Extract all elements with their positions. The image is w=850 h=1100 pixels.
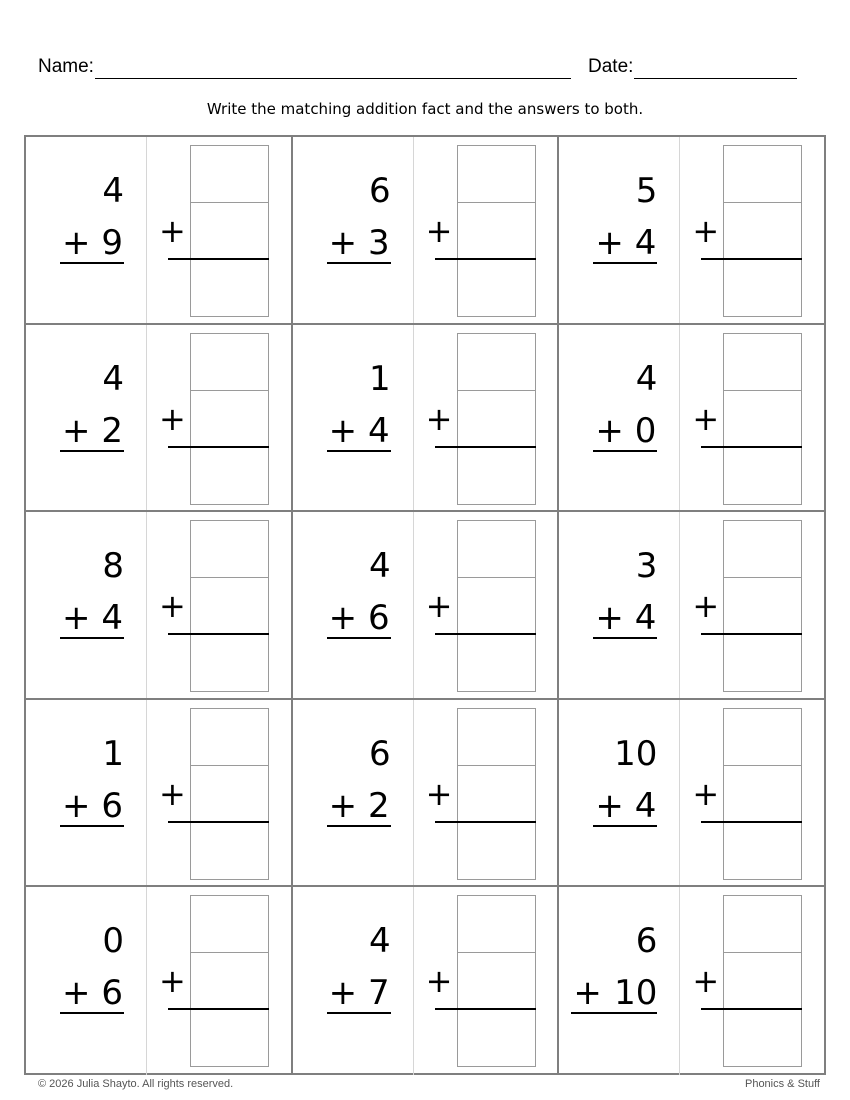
answer-line: [701, 633, 802, 635]
cell-divider: [413, 512, 414, 698]
sum-line: [60, 637, 124, 639]
name-field-line[interactable]: [95, 78, 571, 79]
box-divider: [191, 765, 268, 766]
problem-grid: [24, 135, 826, 1075]
bottom-addend-row: [589, 786, 656, 826]
answer-line: [168, 633, 269, 635]
brand-text: Phonics & Stuff: [744, 1078, 820, 1090]
answer-box[interactable]: [457, 333, 536, 505]
name-label: Name:: [38, 56, 94, 77]
bottom-addend: 0: [634, 410, 657, 451]
plus-sign: +: [62, 973, 91, 1014]
answer-plus-sign: +: [692, 212, 720, 250]
top-addend: 4: [102, 171, 124, 211]
top-addend: 0: [102, 921, 124, 962]
bottom-addend: 6: [368, 598, 390, 639]
top-addend: 6: [369, 733, 391, 774]
bottom-addend-row: [567, 973, 657, 1013]
bottom-addend: 2: [101, 410, 123, 451]
top-addend: 4: [635, 358, 658, 399]
box-divider: [724, 952, 801, 953]
cell-divider: [413, 887, 414, 1075]
plus-sign: +: [573, 973, 602, 1014]
sum-line: [60, 825, 124, 827]
header-row: [38, 56, 800, 84]
answer-box[interactable]: [190, 895, 269, 1067]
answer-plus-sign: +: [692, 962, 720, 1001]
answer-box[interactable]: [723, 145, 802, 317]
plus-sign: +: [328, 973, 358, 1014]
sum-line: [593, 262, 657, 264]
problem-cell: [559, 887, 826, 1075]
date-label: Date:: [588, 56, 634, 77]
answer-line: [435, 258, 536, 260]
sum-line: [60, 262, 124, 264]
answer-line: [701, 258, 802, 260]
problem-cell: [26, 512, 293, 700]
cell-divider: [679, 325, 680, 511]
cell-divider: [679, 512, 680, 698]
problem-cell: [26, 700, 293, 888]
top-addend: 6: [369, 171, 391, 211]
sum-line: [327, 825, 391, 827]
plus-sign: +: [595, 598, 624, 639]
cell-divider: [679, 700, 680, 886]
problem-cell: [26, 887, 293, 1075]
problem-cell: [293, 325, 560, 513]
bottom-addend-row: [323, 973, 390, 1013]
answer-line: [701, 446, 802, 448]
problem-cell: [559, 325, 826, 513]
problem-cell: [559, 512, 826, 700]
plus-sign: +: [595, 223, 624, 263]
bottom-addend: 6: [101, 973, 123, 1014]
answer-line: [435, 1008, 536, 1010]
box-divider: [458, 577, 535, 578]
top-addend: 5: [635, 171, 658, 211]
answer-line: [701, 821, 802, 823]
bottom-addend: 4: [634, 223, 657, 263]
answer-box[interactable]: [457, 895, 536, 1067]
plus-sign: +: [328, 410, 358, 451]
answer-plus-sign: +: [425, 962, 453, 1001]
answer-box[interactable]: [723, 333, 802, 505]
cell-divider: [413, 137, 414, 323]
bottom-addend-row: [323, 411, 390, 451]
answer-line: [435, 633, 536, 635]
problem-cell: [293, 137, 560, 325]
problem-cell: [559, 700, 826, 888]
box-divider: [458, 390, 535, 391]
answer-plus-sign: +: [425, 774, 453, 813]
answer-box[interactable]: [723, 895, 802, 1067]
answer-plus-sign: +: [159, 587, 186, 626]
answer-plus-sign: +: [159, 399, 186, 438]
answer-box[interactable]: [190, 520, 269, 692]
bottom-addend: 9: [101, 223, 123, 263]
box-divider: [191, 577, 268, 578]
plus-sign: +: [62, 223, 91, 263]
bottom-addend: 4: [634, 785, 657, 826]
box-divider: [458, 202, 535, 203]
box-divider: [724, 390, 801, 391]
top-addend: 1: [369, 358, 391, 399]
answer-plus-sign: +: [692, 399, 720, 438]
cell-divider: [413, 325, 414, 511]
answer-plus-sign: +: [159, 212, 186, 250]
box-divider: [458, 952, 535, 953]
plus-sign: +: [62, 785, 91, 826]
answer-box[interactable]: [457, 520, 536, 692]
date-field-line[interactable]: [634, 78, 797, 79]
bottom-addend-row: [56, 598, 123, 638]
bottom-addend-row: [589, 223, 656, 263]
cell-divider: [146, 325, 147, 511]
box-divider: [191, 202, 268, 203]
instructions: Write the matching addition fact and the answers to both.: [206, 100, 644, 118]
answer-line: [435, 821, 536, 823]
plus-sign: +: [62, 598, 91, 639]
answer-plus-sign: +: [159, 774, 186, 813]
plus-sign: +: [328, 785, 358, 826]
cell-divider: [146, 137, 147, 323]
top-addend: 10: [614, 733, 658, 774]
sum-line: [327, 637, 391, 639]
sum-line: [593, 450, 657, 452]
top-addend: 3: [635, 546, 658, 587]
bottom-addend: 4: [101, 598, 123, 639]
sum-line: [593, 637, 657, 639]
bottom-addend: 3: [368, 223, 390, 263]
plus-sign: +: [328, 598, 358, 639]
box-divider: [191, 390, 268, 391]
top-addend: 1: [102, 733, 124, 774]
box-divider: [724, 765, 801, 766]
answer-box[interactable]: [723, 520, 802, 692]
answer-line: [701, 1008, 802, 1010]
sum-line: [327, 450, 391, 452]
answer-plus-sign: +: [425, 212, 453, 250]
answer-box[interactable]: [723, 708, 802, 880]
sum-line: [327, 1012, 391, 1014]
answer-line: [168, 446, 269, 448]
bottom-addend-row: [589, 411, 656, 451]
cell-divider: [679, 137, 680, 323]
top-addend: 6: [635, 921, 658, 962]
cell-divider: [413, 700, 414, 886]
sum-line: [60, 450, 124, 452]
problem-cell: [293, 700, 560, 888]
box-divider: [458, 765, 535, 766]
cell-divider: [679, 887, 680, 1075]
answer-line: [168, 1008, 269, 1010]
sum-line: [60, 1012, 124, 1014]
top-addend: 8: [102, 546, 124, 587]
answer-plus-sign: +: [425, 587, 453, 626]
bottom-addend: 6: [101, 785, 123, 826]
top-addend: 4: [369, 921, 391, 962]
sum-line: [571, 1012, 657, 1014]
bottom-addend: 10: [614, 973, 658, 1014]
answer-box[interactable]: [190, 145, 269, 317]
answer-box[interactable]: [190, 708, 269, 880]
bottom-addend-row: [323, 598, 390, 638]
bottom-addend-row: [323, 786, 390, 826]
bottom-addend-row: [589, 598, 656, 638]
bottom-addend-row: [56, 223, 123, 263]
bottom-addend: 2: [368, 785, 390, 826]
cell-divider: [146, 700, 147, 886]
answer-plus-sign: +: [425, 399, 453, 438]
box-divider: [724, 577, 801, 578]
answer-box[interactable]: [457, 145, 536, 317]
sum-line: [327, 262, 391, 264]
box-divider: [724, 202, 801, 203]
plus-sign: +: [62, 410, 91, 451]
sum-line: [593, 825, 657, 827]
bottom-addend: 4: [368, 410, 390, 451]
answer-plus-sign: +: [692, 587, 720, 626]
problem-cell: [293, 887, 560, 1075]
answer-box[interactable]: [190, 333, 269, 505]
answer-box[interactable]: [457, 708, 536, 880]
bottom-addend-row: [56, 973, 123, 1013]
copyright-text: © 2026 Julia Shayto. All rights reserved.: [38, 1078, 234, 1090]
problem-cell: [26, 137, 293, 325]
top-addend: 4: [102, 358, 124, 399]
answer-line: [435, 446, 536, 448]
problem-cell: [559, 137, 826, 325]
problem-cell: [26, 325, 293, 513]
answer-plus-sign: +: [692, 774, 720, 813]
plus-sign: +: [595, 785, 624, 826]
bottom-addend: 4: [634, 598, 657, 639]
answer-line: [168, 258, 269, 260]
bottom-addend-row: [56, 411, 123, 451]
bottom-addend: 7: [368, 973, 390, 1014]
bottom-addend-row: [323, 223, 390, 263]
box-divider: [191, 952, 268, 953]
answer-line: [168, 821, 269, 823]
plus-sign: +: [595, 410, 624, 451]
cell-divider: [146, 512, 147, 698]
top-addend: 4: [369, 546, 391, 587]
cell-divider: [146, 887, 147, 1075]
bottom-addend-row: [56, 786, 123, 826]
answer-plus-sign: +: [159, 962, 186, 1001]
plus-sign: +: [328, 223, 358, 263]
problem-cell: [293, 512, 560, 700]
